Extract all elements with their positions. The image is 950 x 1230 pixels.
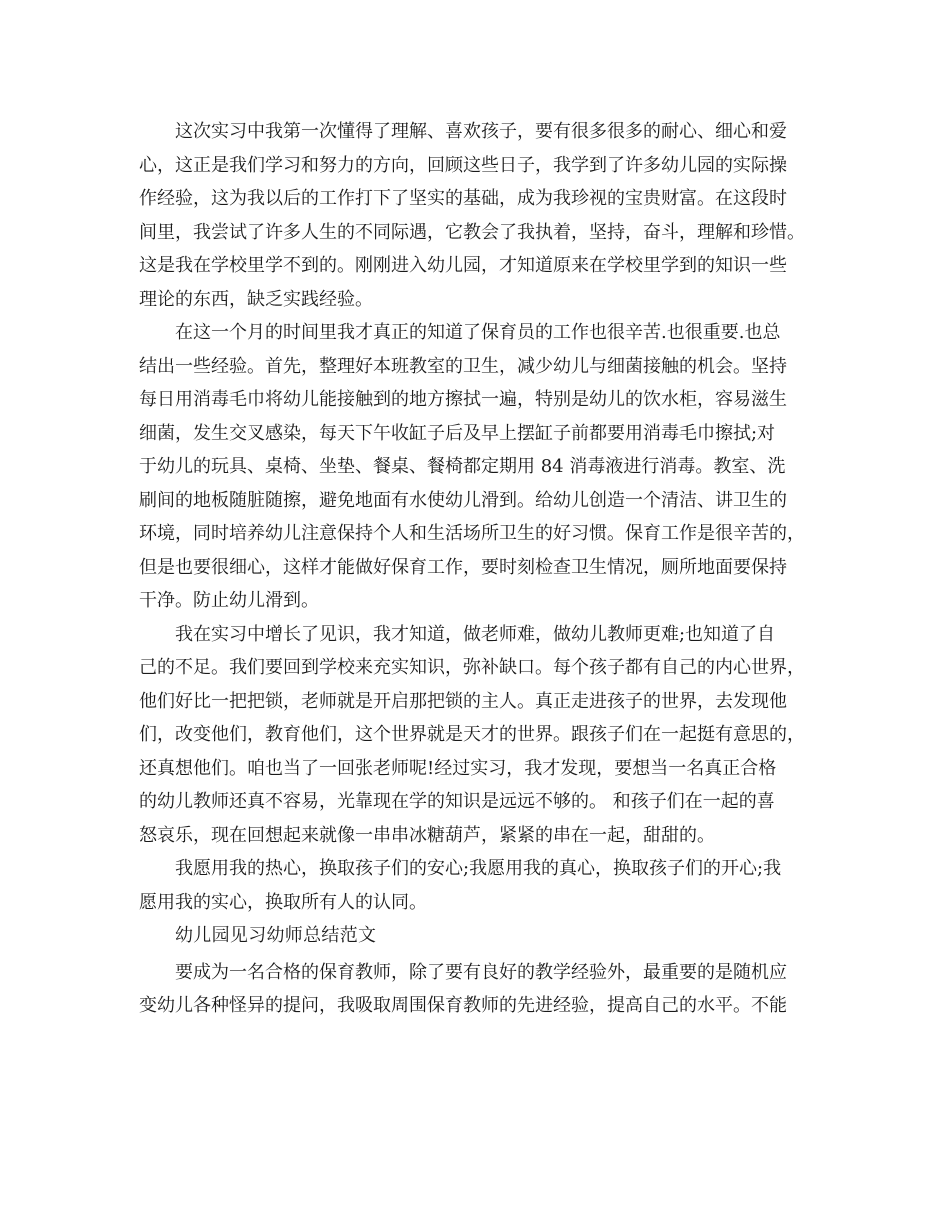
paragraph-5 <box>139 956 819 1023</box>
text-line: 要成为一名合格的保育教师，除了要有良好的教学经验外，最重要的是随机应 <box>175 961 787 983</box>
text-line: 们，改变他们，教育他们，这个世界就是天才的世界。跟孩子们在一起挺有意思的， <box>139 724 805 745</box>
paragraph-3 <box>139 618 819 853</box>
paragraph-4 <box>139 852 819 919</box>
text-line: 怒哀乐，现在回想起来就像一串串冰糖葫芦，紧紧的串在一起，甜甜的。 <box>139 824 715 846</box>
text-line: 己的不足。我们要回到学校来充实知识，弥补缺口。每个孩子都有自己的内心世界， <box>139 657 805 678</box>
text-line: 环境，同时培养幼儿注意保持个人和生活场所卫生的好习惯。保育工作是很辛苦的， <box>139 523 805 544</box>
text-line: 作经验，这为我以后的工作打下了坚实的基础，成为我珍视的宝贵财富。在这段时 <box>139 188 787 209</box>
text-line: 理论的东西，缺乏实践经验。 <box>139 288 373 310</box>
text-line: 他们好比一把把锁，老师就是开启那把锁的主人。真正走进孩子的世界，去发现他 <box>139 690 787 712</box>
text-line: 我愿用我的热心，换取孩子们的安心;我愿用我的真心，换取孩子们的开心;我 <box>175 858 782 879</box>
text-line: 于幼儿的玩具、桌椅、坐垫、餐桌、餐椅都定期用 84 消毒液进行消毒。教室、洗 <box>139 456 786 477</box>
text-line: 心，这正是我们学习和努力的方向，回顾这些日子，我学到了许多幼儿园的实际操 <box>139 154 787 176</box>
paragraph-1 <box>139 115 819 316</box>
text-line: 这是我在学校里学不到的。刚刚进入幼儿园，才知道原来在学校里学到的知识一些 <box>139 255 787 276</box>
text-line: 干净。防止幼儿滑到。 <box>139 590 319 611</box>
text-line: 这次实习中我第一次懂得了理解、喜欢孩子，要有很多很多的耐心、细心和爱 <box>175 121 787 142</box>
text-line: 间里，我尝试了许多人生的不同际遇，它教会了我执着，坚持，奋斗，理解和珍惜。 <box>139 221 805 243</box>
text-line: 还真想他们。咱也当了一回张老师呢!经过实习，我才发现，要想当一名真正合格 <box>139 757 777 779</box>
paragraph-2 <box>139 316 819 618</box>
text-line: 我在实习中增长了见识，我才知道，做老师难，做幼儿教师更难;也知道了自 <box>175 623 776 645</box>
text-line: 但是也要很细心，这样才能做好保育工作，要时刻检查卫生情况，厕所地面要保持 <box>139 556 787 578</box>
text-line: 的幼儿教师还真不容易，光靠现在学的知识是远远不够的。 和孩子们在一起的喜 <box>139 791 775 812</box>
text-line: 每日用消毒毛巾将幼儿能接触到的地方擦拭一遍，特别是幼儿的饮水柜，容易滋生 <box>139 389 787 410</box>
text-line: 刷间的地板随脏随擦，避免地面有水使幼儿滑到。给幼儿创造一个清洁、讲卫生的 <box>139 489 787 511</box>
text-line: 愿用我的实心，换取所有人的认同。 <box>139 891 427 913</box>
text-line: 结出一些经验。首先，整理好本班教室的卫生，减少幼儿与细菌接触的机会。坚持 <box>139 355 787 377</box>
text-line: 细菌，发生交叉感染，每天下午收缸子后及早上摆缸子前都要用消毒毛巾擦拭;对 <box>139 422 776 444</box>
section-heading: 幼儿园见习幼师总结范文 <box>175 925 377 946</box>
text-line: 在这一个月的时间里我才真正的知道了保育员的工作也很辛苦.也很重要.也总 <box>175 322 781 343</box>
document-body <box>139 115 819 1023</box>
text-line: 变幼儿各种怪异的提问，我吸取周围保育教师的先进经验，提高自己的水平。不能 <box>139 995 787 1016</box>
